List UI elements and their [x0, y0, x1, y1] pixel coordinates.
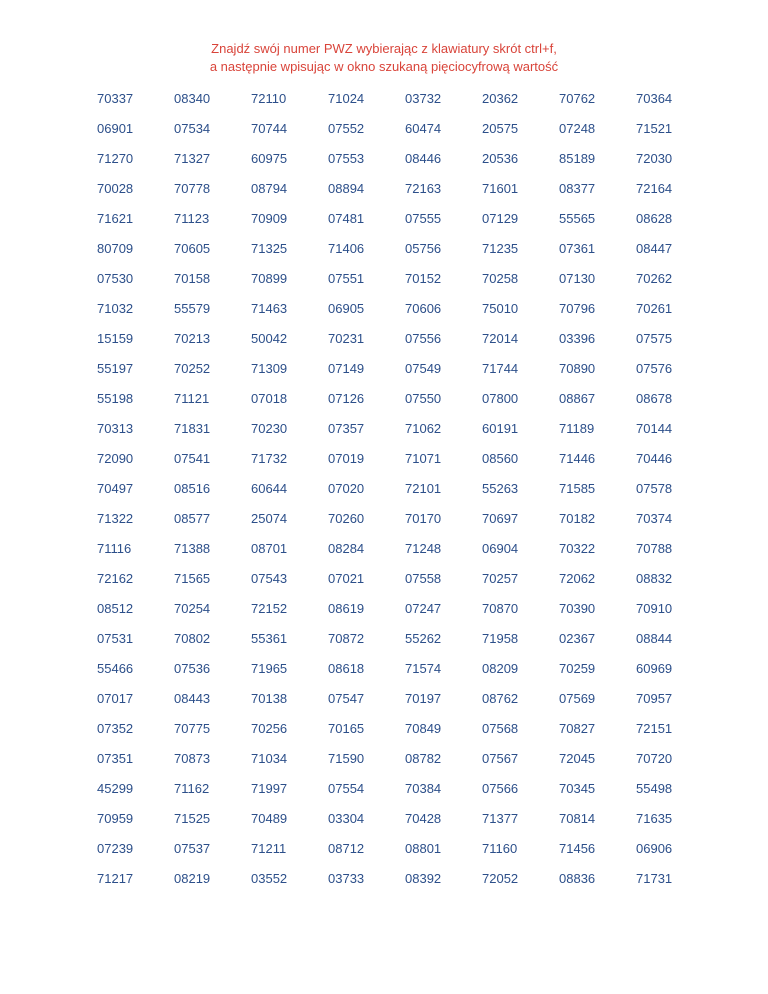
pwz-number-cell: 70313 — [97, 420, 134, 436]
pwz-number-cell: 70231 — [328, 330, 365, 346]
pwz-number-cell: 72062 — [559, 570, 596, 586]
pwz-number-cell: 70762 — [559, 90, 596, 106]
pwz-number-cell: 71024 — [328, 90, 365, 106]
pwz-number-cell: 20575 — [482, 120, 519, 136]
pwz-number-cell: 70144 — [636, 420, 673, 436]
pwz-number-cell: 55498 — [636, 780, 673, 796]
pwz-number-cell: 71388 — [174, 540, 211, 556]
pwz-number-cell: 60644 — [251, 480, 288, 496]
pwz-number-cell: 70257 — [482, 570, 519, 586]
pwz-number-cell: 03552 — [251, 870, 288, 886]
pwz-number-cell: 72162 — [97, 570, 134, 586]
pwz-number-cell: 70909 — [251, 210, 288, 226]
pwz-number-cell: 07481 — [328, 210, 365, 226]
pwz-number-cell: 06904 — [482, 540, 519, 556]
pwz-number-cell: 71116 — [97, 540, 132, 556]
pwz-number-cell: 85189 — [559, 150, 596, 166]
table-row — [80, 683, 696, 713]
pwz-number-cell: 07248 — [559, 120, 596, 136]
pwz-number-cell: 60969 — [636, 660, 673, 676]
pwz-number-cell: 08447 — [636, 240, 673, 256]
pwz-number-cell: 08618 — [328, 660, 365, 676]
table-row — [80, 263, 696, 293]
pwz-number-cell: 71574 — [405, 660, 442, 676]
pwz-number-cell: 07536 — [174, 660, 211, 676]
pwz-number-cell: 72110 — [251, 90, 287, 106]
pwz-number-cell: 70827 — [559, 720, 596, 736]
pwz-number-cell: 70260 — [328, 510, 365, 526]
pwz-number-cell: 70446 — [636, 450, 673, 466]
pwz-number-cell: 55262 — [405, 630, 442, 646]
pwz-number-cell: 08867 — [559, 390, 596, 406]
pwz-number-cell: 71585 — [559, 480, 596, 496]
pwz-number-cell: 70152 — [405, 270, 442, 286]
pwz-number-cell: 70258 — [482, 270, 519, 286]
pwz-number-cell: 70374 — [636, 510, 673, 526]
pwz-number-cell: 07567 — [482, 750, 519, 766]
table-row — [80, 833, 696, 863]
pwz-number-cell: 08678 — [636, 390, 673, 406]
pwz-number-cell: 70744 — [251, 120, 288, 136]
pwz-number-cell: 08284 — [328, 540, 365, 556]
pwz-number-cell: 05756 — [405, 240, 442, 256]
pwz-number-cell: 50042 — [251, 330, 288, 346]
pwz-number-cell: 71406 — [328, 240, 365, 256]
pwz-number-cell: 07534 — [174, 120, 211, 136]
pwz-number-cell: 07020 — [328, 480, 365, 496]
table-row — [80, 533, 696, 563]
table-row — [80, 353, 696, 383]
pwz-number-cell: 71270 — [97, 150, 134, 166]
pwz-number-cell: 70606 — [405, 300, 442, 316]
pwz-number-cell: 70428 — [405, 810, 442, 826]
pwz-number-cell: 08340 — [174, 90, 211, 106]
pwz-number-cell: 07018 — [251, 390, 288, 406]
pwz-number-cell: 71309 — [251, 360, 288, 376]
pwz-number-cell: 55466 — [97, 660, 134, 676]
pwz-number-cell: 71463 — [251, 300, 288, 316]
table-row — [80, 713, 696, 743]
pwz-number-cell: 72014 — [482, 330, 519, 346]
table-row — [80, 503, 696, 533]
table-row — [80, 773, 696, 803]
pwz-number-cell: 75010 — [482, 300, 519, 316]
pwz-number-cell: 70489 — [251, 810, 288, 826]
pwz-number-cell: 07361 — [559, 240, 596, 256]
pwz-number-cell: 70384 — [405, 780, 442, 796]
table-row — [80, 323, 696, 353]
pwz-number-cell: 71032 — [97, 300, 134, 316]
table-row — [80, 233, 696, 263]
pwz-number-cell: 08712 — [328, 840, 365, 856]
pwz-number-cell: 71217 — [97, 870, 134, 886]
pwz-number-cell: 71248 — [405, 540, 442, 556]
instruction-line-2: a następnie wpisując w okno szukaną pięciocyfrową wartość — [209, 59, 559, 74]
table-row — [80, 743, 696, 773]
pwz-number-cell: 70254 — [174, 600, 211, 616]
pwz-number-cell: 70899 — [251, 270, 288, 286]
pwz-number-table-body — [80, 83, 696, 893]
table-row — [80, 293, 696, 323]
pwz-number-cell: 07537 — [174, 840, 211, 856]
pwz-number-cell: 71731 — [636, 870, 673, 886]
pwz-number-cell: 70796 — [559, 300, 596, 316]
pwz-number-cell: 70197 — [405, 690, 442, 706]
pwz-number-cell: 55361 — [251, 630, 288, 646]
pwz-number-cell: 70262 — [636, 270, 673, 286]
pwz-number-cell: 07578 — [636, 480, 673, 496]
pwz-number-cell: 70256 — [251, 720, 288, 736]
pwz-number-cell: 08894 — [328, 180, 365, 196]
pwz-number-cell: 08794 — [251, 180, 288, 196]
pwz-number-cell: 71958 — [482, 630, 519, 646]
instruction-line-1: Znajdź swój numer PWZ wybierając z klawiatury skrót ctrl+f, — [211, 41, 557, 56]
pwz-number-cell: 72045 — [559, 750, 596, 766]
pwz-number-cell: 45299 — [97, 780, 134, 796]
pwz-number-cell: 72090 — [97, 450, 134, 466]
table-row — [80, 173, 696, 203]
pwz-number-cell: 07357 — [328, 420, 365, 436]
pwz-number-cell: 71456 — [559, 840, 596, 856]
pwz-number-cell: 55263 — [482, 480, 519, 496]
pwz-number-cell: 07551 — [328, 270, 365, 286]
pwz-number-cell: 60191 — [482, 420, 519, 436]
pwz-number-cell: 08782 — [405, 750, 442, 766]
pwz-number-cell: 70788 — [636, 540, 673, 556]
pwz-number-cell: 70957 — [636, 690, 673, 706]
pwz-number-cell: 06905 — [328, 300, 365, 316]
pwz-number-cell: 07531 — [97, 630, 134, 646]
table-row — [80, 83, 696, 113]
pwz-number-cell: 70873 — [174, 750, 211, 766]
instruction-header — [0, 40, 768, 76]
pwz-number-cell: 08443 — [174, 690, 211, 706]
pwz-number-cell: 71189 — [559, 420, 595, 436]
pwz-number-cell: 71327 — [174, 150, 211, 166]
pwz-number-cell: 03396 — [559, 330, 596, 346]
pwz-number-cell: 25074 — [251, 510, 288, 526]
pwz-number-cell: 08836 — [559, 870, 596, 886]
pwz-number-cell: 70364 — [636, 90, 673, 106]
pwz-number-cell: 02367 — [559, 630, 596, 646]
pwz-number-cell: 71123 — [174, 210, 210, 226]
pwz-number-cell: 20536 — [482, 150, 519, 166]
pwz-number-cell: 70775 — [174, 720, 211, 736]
pwz-number-cell: 03304 — [328, 810, 365, 826]
pwz-number-cell: 55198 — [97, 390, 134, 406]
pwz-number-cell: 71744 — [482, 360, 519, 376]
pwz-number-cell: 71446 — [559, 450, 596, 466]
pwz-number-cell: 07017 — [97, 690, 134, 706]
pwz-number-cell: 07247 — [405, 600, 442, 616]
table-row — [80, 803, 696, 833]
pwz-number-cell: 71322 — [97, 510, 134, 526]
pwz-number-cell: 70322 — [559, 540, 596, 556]
pwz-number-cell: 70890 — [559, 360, 596, 376]
pwz-number-cell: 55579 — [174, 300, 211, 316]
pwz-number-cell: 08762 — [482, 690, 519, 706]
pwz-number-cell: 07552 — [328, 120, 365, 136]
pwz-number-cell: 71831 — [174, 420, 211, 436]
pwz-number-cell: 70230 — [251, 420, 288, 436]
pwz-number-cell: 03732 — [405, 90, 442, 106]
pwz-number-cell: 70165 — [328, 720, 365, 736]
pwz-number-cell: 70252 — [174, 360, 211, 376]
pwz-number-cell: 72030 — [636, 150, 673, 166]
pwz-number-cell: 07555 — [405, 210, 442, 226]
pwz-number-cell: 71635 — [636, 810, 673, 826]
pwz-number-cell: 70138 — [251, 690, 288, 706]
table-row — [80, 623, 696, 653]
pwz-number-cell: 08701 — [251, 540, 288, 556]
pwz-number-cell: 07558 — [405, 570, 442, 586]
pwz-number-cell: 07543 — [251, 570, 288, 586]
pwz-number-cell: 07239 — [97, 840, 134, 856]
pwz-number-cell: 07553 — [328, 150, 365, 166]
pwz-number-cell: 08619 — [328, 600, 365, 616]
pwz-number-table — [80, 83, 696, 893]
pwz-number-cell: 71732 — [251, 450, 288, 466]
pwz-number-cell: 20362 — [482, 90, 519, 106]
pwz-number-cell: 71034 — [251, 750, 288, 766]
pwz-number-cell: 03733 — [328, 870, 365, 886]
pwz-number-cell: 72152 — [251, 600, 288, 616]
pwz-number-cell: 07351 — [97, 750, 134, 766]
pwz-number-cell: 72163 — [405, 180, 442, 196]
pwz-number-cell: 70259 — [559, 660, 596, 676]
pwz-number-cell: 07547 — [328, 690, 365, 706]
pwz-number-cell: 70849 — [405, 720, 442, 736]
pwz-number-cell: 70605 — [174, 240, 211, 256]
pwz-number-cell: 71121 — [174, 390, 210, 406]
pwz-number-cell: 08577 — [174, 510, 211, 526]
pwz-number-cell: 08801 — [405, 840, 442, 856]
pwz-number-cell: 08209 — [482, 660, 519, 676]
pwz-number-cell: 70872 — [328, 630, 365, 646]
pwz-number-cell: 71525 — [174, 810, 211, 826]
pwz-number-cell: 70390 — [559, 600, 596, 616]
pwz-number-cell: 71377 — [482, 810, 519, 826]
pwz-number-cell: 70028 — [97, 180, 134, 196]
pwz-number-cell: 07530 — [97, 270, 134, 286]
table-row — [80, 143, 696, 173]
pwz-number-cell: 70870 — [482, 600, 519, 616]
pwz-number-cell: 08219 — [174, 870, 211, 886]
table-row — [80, 443, 696, 473]
pwz-number-cell: 07129 — [482, 210, 519, 226]
table-row — [80, 653, 696, 683]
table-row — [80, 593, 696, 623]
pwz-number-cell: 15159 — [97, 330, 134, 346]
pwz-number-cell: 71521 — [636, 120, 673, 136]
pwz-number-cell: 60975 — [251, 150, 288, 166]
pwz-number-cell: 07021 — [328, 570, 365, 586]
table-row — [80, 203, 696, 233]
pwz-number-cell: 07130 — [559, 270, 596, 286]
pwz-number-cell: 08392 — [405, 870, 442, 886]
pwz-number-cell: 60474 — [405, 120, 442, 136]
pwz-number-cell: 70959 — [97, 810, 134, 826]
pwz-number-cell: 70182 — [559, 510, 596, 526]
pwz-number-cell: 08560 — [482, 450, 519, 466]
pwz-number-cell: 71590 — [328, 750, 365, 766]
pwz-number-cell: 70337 — [97, 90, 134, 106]
pwz-number-cell: 71997 — [251, 780, 288, 796]
pwz-number-cell: 71965 — [251, 660, 288, 676]
pwz-number-cell: 06906 — [636, 840, 673, 856]
pwz-number-cell: 07568 — [482, 720, 519, 736]
pwz-number-cell: 71160 — [482, 840, 518, 856]
pwz-number-cell: 71062 — [405, 420, 442, 436]
pwz-number-cell: 71621 — [97, 210, 134, 226]
table-row — [80, 473, 696, 503]
pwz-number-cell: 08628 — [636, 210, 673, 226]
pwz-number-cell: 70814 — [559, 810, 596, 826]
pwz-number-cell: 08446 — [405, 150, 442, 166]
pwz-number-cell: 70720 — [636, 750, 673, 766]
pwz-number-cell: 55197 — [97, 360, 134, 376]
pwz-number-cell: 07569 — [559, 690, 596, 706]
pwz-number-cell: 72052 — [482, 870, 519, 886]
pwz-number-cell: 06901 — [97, 120, 134, 136]
pwz-number-cell: 71325 — [251, 240, 288, 256]
pwz-number-cell: 70170 — [405, 510, 442, 526]
pwz-number-cell: 71565 — [174, 570, 211, 586]
pwz-number-cell: 71601 — [482, 180, 519, 196]
pwz-number-cell: 71235 — [482, 240, 519, 256]
pwz-number-cell: 07541 — [174, 450, 211, 466]
pwz-number-cell: 80709 — [97, 240, 134, 256]
pwz-number-cell: 07549 — [405, 360, 442, 376]
pwz-number-cell: 07566 — [482, 780, 519, 796]
pwz-number-cell: 08512 — [97, 600, 134, 616]
pwz-number-cell: 07575 — [636, 330, 673, 346]
pwz-number-cell: 07800 — [482, 390, 519, 406]
pwz-number-cell: 70778 — [174, 180, 211, 196]
pwz-number-cell: 55565 — [559, 210, 596, 226]
pwz-number-cell: 07576 — [636, 360, 673, 376]
pwz-number-cell: 72151 — [636, 720, 673, 736]
pwz-number-cell: 70345 — [559, 780, 596, 796]
pwz-number-cell: 71211 — [251, 840, 287, 856]
pwz-number-cell: 70697 — [482, 510, 519, 526]
pwz-number-cell: 70910 — [636, 600, 673, 616]
pwz-number-cell: 07550 — [405, 390, 442, 406]
pwz-number-cell: 08516 — [174, 480, 211, 496]
pwz-number-cell: 72164 — [636, 180, 673, 196]
pwz-number-cell: 70497 — [97, 480, 134, 496]
pwz-number-cell: 70213 — [174, 330, 211, 346]
pwz-number-cell: 07019 — [328, 450, 365, 466]
pwz-number-cell: 08844 — [636, 630, 673, 646]
table-row — [80, 563, 696, 593]
pwz-number-cell: 07149 — [328, 360, 365, 376]
pwz-number-cell: 72101 — [405, 480, 442, 496]
pwz-number-cell: 70261 — [636, 300, 673, 316]
pwz-number-cell: 70158 — [174, 270, 211, 286]
pwz-number-cell: 07352 — [97, 720, 134, 736]
pwz-number-cell: 71162 — [174, 780, 210, 796]
pwz-number-cell: 70802 — [174, 630, 211, 646]
pwz-number-cell: 07556 — [405, 330, 442, 346]
table-row — [80, 413, 696, 443]
pwz-number-cell: 07554 — [328, 780, 365, 796]
pwz-number-cell: 07126 — [328, 390, 365, 406]
pwz-number-cell: 71071 — [405, 450, 442, 466]
table-row — [80, 383, 696, 413]
table-row — [80, 113, 696, 143]
table-row — [80, 863, 696, 893]
pwz-number-cell: 08377 — [559, 180, 596, 196]
pwz-number-cell: 08832 — [636, 570, 673, 586]
